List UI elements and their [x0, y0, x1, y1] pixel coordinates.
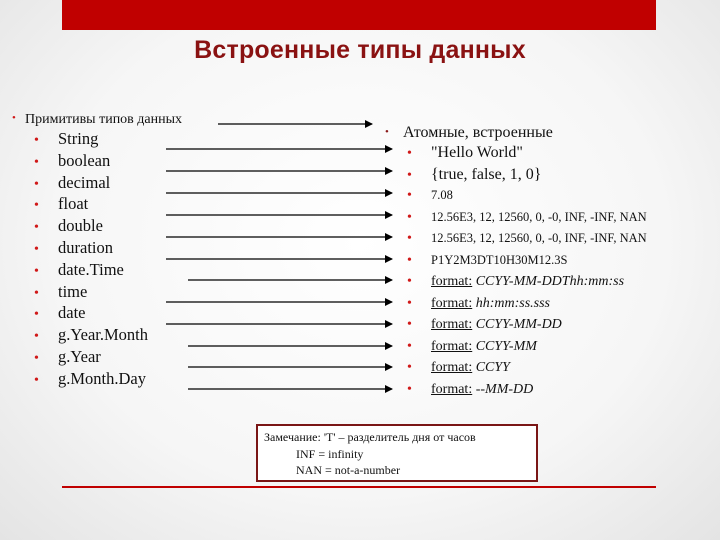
format-value: CCYY [475, 360, 510, 375]
type-name: duration [58, 237, 113, 257]
bullet-icon: • [407, 252, 412, 268]
format-value: CCYY-MM-DD [475, 317, 562, 332]
bullet-icon: • [407, 167, 412, 183]
format-label: format: [431, 360, 473, 375]
left-heading: Примитивы типов данных [25, 112, 183, 127]
type-name: date [58, 303, 86, 323]
bullet-icon: • [407, 360, 412, 375]
bullet-icon: • [12, 112, 16, 124]
type-name: String [58, 129, 99, 148]
footer-divider [62, 486, 656, 488]
bullet-icon: • [407, 317, 412, 332]
bullet-icon: • [34, 241, 39, 257]
bullet-icon: • [34, 133, 39, 148]
type-name: boolean [58, 150, 111, 170]
example-value: 12.56E3, 12, 12560, 0, -0, INF, -INF, NAN [431, 209, 647, 224]
type-name: time [58, 281, 88, 301]
bullet-icon: • [34, 176, 39, 192]
right-heading: Атомные, встроенные [403, 124, 553, 141]
format-value: hh:mm:ss.sss [475, 295, 551, 311]
slide-title: Встроенные типы данных [194, 36, 526, 64]
type-name: g.Year.Month [58, 325, 149, 345]
example-value: {true, false, 1, 0} [431, 165, 542, 183]
note-line: NAN = not-a-number [296, 463, 401, 477]
type-name: g.Month.Day [58, 368, 146, 388]
format-value: CCYY-MM-DDThh:mm:ss [475, 274, 625, 289]
note-line: INF = infinity [296, 446, 364, 461]
example-value: 12.56E3, 12, 12560, 0, -0, INF, -INF, NAN [431, 231, 647, 245]
example-value: "Hello World" [431, 144, 523, 161]
format-value: --MM-DD [475, 381, 534, 397]
bullet-icon: • [407, 146, 412, 161]
bullet-icon: • [34, 350, 39, 366]
example-value: P1Y2M3DT10H30M12.3S [431, 252, 568, 267]
type-name: g.Year [58, 346, 101, 366]
bullet-icon: • [407, 188, 412, 203]
type-name: decimal [58, 172, 111, 192]
example-value: 7.08 [431, 188, 453, 202]
format-label: format: [431, 274, 473, 289]
format-value: CCYY-MM [475, 338, 537, 354]
bullet-icon: • [407, 209, 412, 225]
type-name: double [58, 216, 103, 236]
bullet-icon: • [34, 263, 39, 279]
bullet-icon: • [34, 307, 39, 323]
bullet-icon: • [34, 154, 39, 170]
bullet-icon: • [385, 126, 389, 138]
bullet-icon: • [407, 338, 412, 354]
type-name: float [58, 194, 89, 214]
bullet-icon: • [34, 220, 39, 236]
note-line: Замечание: 'T' – разделитель дня от часов [264, 430, 476, 444]
bullet-icon: • [34, 285, 39, 301]
type-name: date.Time [58, 259, 124, 279]
bullet-icon: • [34, 198, 39, 214]
bullet-icon: • [407, 381, 412, 397]
format-label: format: [431, 381, 473, 397]
bullet-icon: • [34, 372, 39, 388]
bullet-icon: • [407, 295, 412, 311]
bullet-icon: • [407, 274, 412, 289]
bullet-icon: • [407, 231, 412, 246]
format-label: format: [431, 295, 473, 311]
format-label: format: [431, 338, 473, 354]
bullet-icon: • [34, 329, 39, 345]
note-box [256, 424, 538, 482]
format-label: format: [431, 317, 473, 332]
